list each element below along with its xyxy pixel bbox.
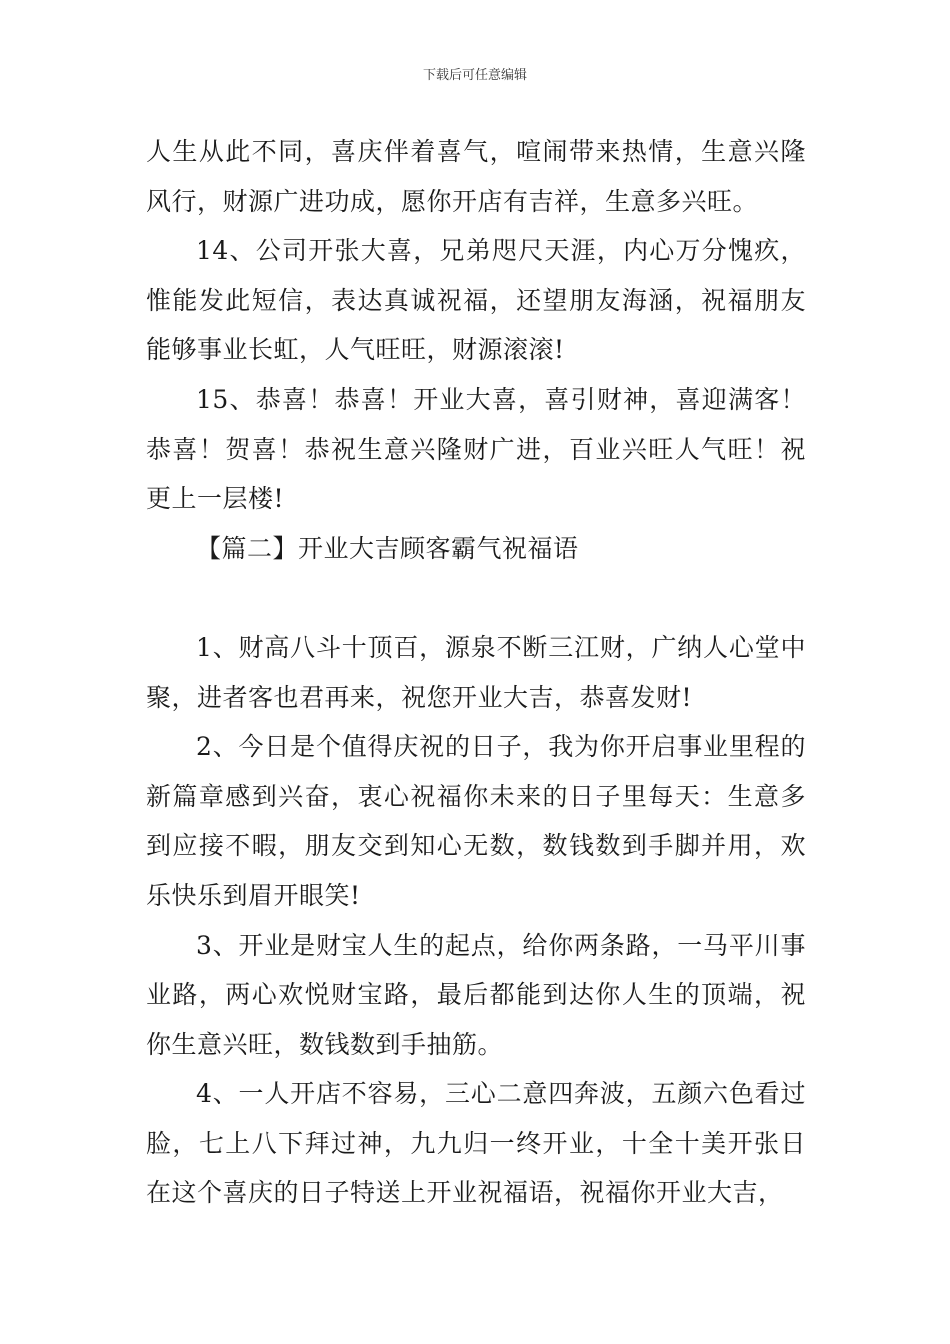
paragraph-item-1: 1、财高八斗十顶百，源泉不断三江财，广纳人心堂中聚，进者客也君再来，祝您开业大吉，恭喜发财! bbox=[146, 632, 806, 712]
section-spacer bbox=[146, 573, 806, 623]
paragraph-item-2: 2、今日是个值得庆祝的日子，我为你开启事业里程的新篇章感到兴奋，衷心祝福你未来的日子里每天：生意多到应接不暇，朋友交到知心无数，数钱数到手脚并用，欢乐快乐到眉开眼笑! bbox=[146, 732, 806, 910]
page-header-note: 下载后可任意编辑 bbox=[422, 68, 527, 83]
paragraph-continuation: 人生从此不同，喜庆伴着喜气，喧闹带来热情，生意兴隆风行，财源广进功成，愿你开店有吉祥，生意多兴旺。 bbox=[146, 137, 806, 216]
section-title: 【篇二】开业大吉顾客霸气祝福语 bbox=[196, 533, 579, 563]
paragraph-item-4: 4、一人开店不容易，三心二意四奔波，五颜六色看过脸，七上八下拜过神，九九归一终开业，十全十美开张日在这个喜庆的日子特送上开业祝福语，祝福你开业大吉， bbox=[146, 1079, 806, 1208]
document-body bbox=[146, 127, 806, 1218]
paragraph-item-14: 14、公司开张大喜，兄弟咫尺天涯，内心万分愧疚，惟能发此短信，表达真诚祝福，还望朋友海涵，祝福朋友能够事业长虹，人气旺旺，财源滚滚! bbox=[146, 236, 806, 365]
paragraph-item-3: 3、开业是财宝人生的起点，给你两条路，一马平川事业路，两心欢悦财宝路，最后都能到达你人生的顶端，祝你生意兴旺，数钱数到手抽筋。 bbox=[146, 930, 806, 1059]
paragraph-item-15: 15、恭喜！恭喜！开业大喜，喜引财神，喜迎满客！恭喜！贺喜！恭祝生意兴隆财广进，百业兴旺人气旺！祝更上一层楼! bbox=[146, 384, 806, 514]
